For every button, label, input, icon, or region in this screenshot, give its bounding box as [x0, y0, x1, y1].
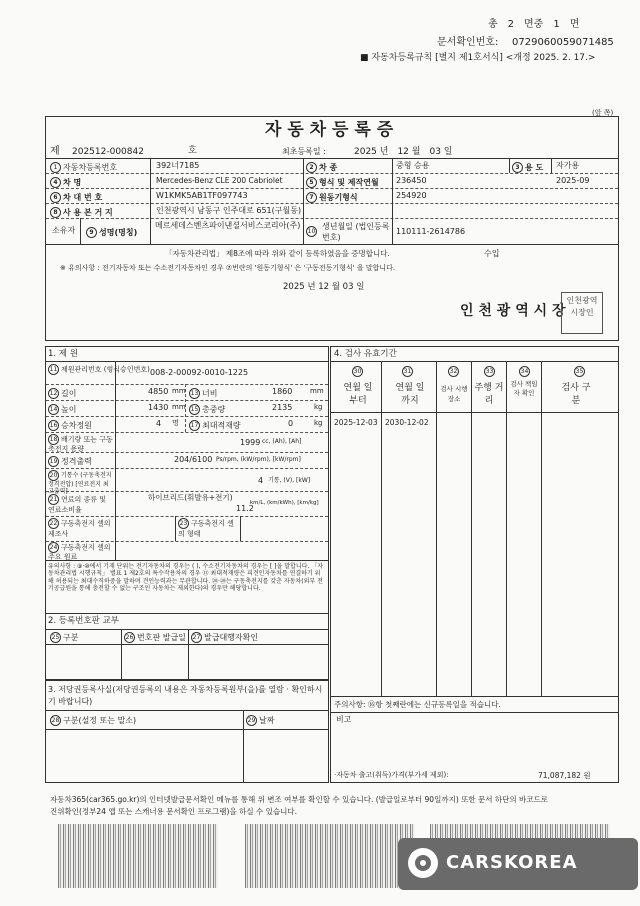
insp-num-34: 34: [520, 368, 529, 375]
mortgage-col-type: 28 구분(설정 또는 말소): [51, 716, 137, 725]
height-unit: mm: [172, 403, 186, 411]
reg-no: 392너7185: [156, 161, 200, 170]
insp-num-31: 31: [403, 368, 412, 375]
load-unit: kg: [314, 419, 323, 427]
owner-name-label: 9 성명(명칭): [86, 227, 137, 238]
owner-name: 메르세데스벤츠파이낸셜서비스코리아(주): [155, 221, 301, 230]
spec-no: 008-2-00092-0010-1225: [150, 368, 249, 377]
displacement-label: 18 배기량 또는 구동축전지 용량: [48, 435, 113, 453]
model: 236450: [396, 176, 427, 185]
specs-caution: 유의사항 : ⑨·⑩에서 기재 단위는 전기자동차의 경우는 ( ), 수소전기자동차의 경우는 [ ]을 말합니다. 「자동차관리법 시행규칙」 별표 1 제2호의 특수작용차의 경우 ⑬ 최대적재량은 피견인자동차를 연결하기 위해 허용되는 최대수직하중을 말하며 견인능력과는 무관합니다. ⑳·⑳는 구동축전지를 갖춘 자동차(외부 전기공급원을 통해 충전할 수 없는 구조인 자동차는 제외한다)의 경우만 해당합니다.: [48, 563, 324, 593]
insp-num-33: 33: [485, 368, 494, 375]
insp-num-30: 30: [353, 368, 362, 375]
insp-row1-from: 2025-12-03: [334, 418, 378, 427]
made-date: 2025-09: [556, 176, 590, 185]
official-seal-icon: 인천광역시장인: [561, 292, 603, 334]
cert-no-label: 제: [50, 146, 60, 157]
displacement-unit: cc, (Ah), [Ah]: [262, 438, 302, 445]
plates-col-agent: 27 발급대행자확인: [192, 633, 259, 642]
car-type: 중형 승용: [396, 161, 430, 170]
location: 인천광역시 남동구 인주대로 651(구월동): [156, 206, 302, 215]
remarks-label: 비고: [336, 715, 352, 724]
doc-no-label: 문서확인번호:: [437, 37, 499, 48]
car-use: 자가용: [556, 161, 580, 170]
specs-header: 1. 제 원: [48, 349, 78, 359]
location-label: 8 사 용 본 거 지: [50, 207, 113, 218]
insp-notice: 주의사항: ⑯항 첫째란에는 신규등록일을 적습니다.: [334, 700, 501, 709]
insp-num-35: 35: [575, 368, 584, 375]
stamp-label: 수입: [484, 249, 500, 258]
weight-label: 15 총중량: [190, 405, 226, 414]
type-label: 2 차 종: [306, 162, 337, 173]
engine-label: 7 원동기형식: [306, 192, 358, 203]
issuer: 인 천 광 역 시 장: [460, 303, 566, 319]
footer-line-2: 진위확인(정부24 앱 또는 스캐너용 문서확인 프로그램)을 하실 수 있습니다.: [50, 807, 297, 816]
vin: W1KMK5AB1TF097743: [156, 191, 248, 200]
price: 71,087,182 원: [538, 771, 591, 780]
fuel-type: 하이브리드(휘발유+전기): [148, 493, 233, 502]
reg-no-label: 1 자동차등록번호: [50, 162, 117, 173]
width-label: 13 너비: [190, 389, 218, 398]
first-reg-label: 최초등록일 :: [282, 147, 326, 156]
cyl-label: 20 기통수 (구동축전지정격전압) [연료전지 최고출력]: [48, 472, 112, 495]
cert-no: 202512-000842: [72, 147, 144, 157]
load-label: 17 최대적재량: [190, 421, 241, 430]
insp-row1-to: 2030-12-02: [385, 418, 429, 427]
plates-header: 2. 등록번호판 교부: [48, 616, 119, 626]
insp-col-mileage: 주행 거리: [474, 383, 504, 406]
capacity: 4: [156, 419, 162, 428]
battery-form-label: 23 구동축전지 셀의 형태: [178, 519, 234, 538]
length: 4850: [148, 387, 169, 396]
spec-no-label: 11 제원관리번호 (형식승인번호): [49, 365, 150, 374]
cyl-unit: 기통, (V), [kW]: [268, 477, 311, 484]
front-side-label: (앞 쪽): [592, 109, 614, 117]
displacement: 1999: [240, 438, 261, 447]
owner-label: 소유자: [52, 226, 76, 235]
name-label: 4 차 명: [50, 177, 81, 188]
cert-note: ※ 유의사항 : 전기자동차 또는 수소전기자동차인 경우 ⑦번란의 '원동기형식' 은 '구동전동기형식' 을 말합니다.: [60, 264, 396, 272]
issue-date: 2025 년 12 월 03 일: [283, 282, 365, 292]
page-count: 총 2 면중 1 면: [488, 19, 580, 30]
cert-ho: 호: [188, 146, 197, 156]
use-label: 3 용 도: [512, 162, 543, 173]
fuel-label: 21 연료의 종류 및 연료소비율: [48, 495, 107, 514]
barcode-1: [58, 824, 218, 888]
birth-num: 10: [307, 228, 316, 235]
birth-label: 생년월일 (법인등록번호): [322, 222, 390, 242]
mortgage-header: 3. 저당권등록사실(저당권등록의 내용은 자동차등록원부(을)를 열람 · 확인하시기 바랍니다): [48, 685, 323, 706]
fuel-efficiency: 11.2: [236, 504, 254, 513]
capacity-unit: 명: [172, 419, 179, 427]
width: 1860: [272, 387, 293, 396]
output: 204/6100: [174, 455, 213, 464]
insp-num-32: 32: [449, 368, 458, 375]
plates-col-issue-date: 26 번호판 발급일: [125, 633, 186, 642]
plates-col-type: 25 구분: [51, 633, 79, 642]
width-unit: mm: [310, 387, 324, 395]
battery-maker-label: 22 구동축전지 셀의 제조사: [48, 519, 111, 538]
vin-label: 6 차 대 번 호: [50, 192, 102, 203]
barcode-2: [245, 824, 415, 888]
mortgage-col-date: 29 날짜: [247, 716, 275, 725]
inspection-header: 4. 검사 유효기간: [334, 349, 397, 359]
insp-col-officer: 검사 책임자 확인: [510, 380, 538, 397]
engine: 254920: [396, 191, 427, 200]
rule-ref: ■ 자동차등록규칙 [별지 제1호서식] <개정 2025. 2. 17.>: [360, 53, 596, 63]
carskorea-logo-icon: [408, 848, 438, 878]
load: 0: [288, 419, 294, 428]
doc-no: 0729060059071485: [512, 37, 614, 48]
insp-col-kind: 검사 구분: [561, 383, 591, 406]
fuel-unit: km/L, (km/kWh), [km/kg]: [250, 500, 319, 506]
model-label: 5 형식 및 제작연월: [306, 177, 379, 188]
cyl: 4: [258, 476, 264, 485]
car-name: Mercedes-Benz CLE 200 Cabriolet: [156, 176, 283, 185]
length-unit: mm: [172, 387, 186, 395]
watermark-text: CARSKOREA: [446, 852, 578, 873]
height-label: 14 높이: [49, 405, 77, 414]
price-label: ·자동차 출고(취득)가격(부가세 제외):: [334, 771, 449, 779]
output-label: 19 정격출력: [49, 457, 92, 466]
first-reg-date: 2025 년 12 월 03 일: [354, 147, 453, 157]
output-unit: Ps/rpm, (kW/rpm), [kW/rpm]: [216, 456, 301, 463]
height: 1430: [148, 403, 169, 412]
length-label: 12 길이: [49, 389, 77, 398]
birth: 110111-2614786: [396, 227, 466, 236]
insp-col-to: 연월 일까지: [395, 383, 425, 406]
footer-line-1: 자동차365(car365.go.kr)의 인터넷발급문서확인 메뉴를 통해 위 변조 여부를 확인할 수 있습니다. (발급일로부터 90일까지) 또한 문서 하단의 바코드로: [50, 795, 548, 804]
battery-material-label: 24 구동축전지 셀의 주요 원료: [48, 543, 111, 561]
certificate-title: 자 동 차 등 록 증: [265, 120, 394, 140]
carskorea-watermark: [398, 838, 638, 890]
weight: 2135: [272, 403, 293, 412]
insp-col-from: 연월 일부터: [343, 383, 373, 406]
law-text: 「자동차관리법」 제8조에 따라 위와 같이 등록하였음을 증명합니다.: [165, 249, 390, 258]
weight-unit: kg: [314, 403, 323, 411]
capacity-label: 16 승차정원: [49, 421, 92, 430]
insp-col-place: 검사 시행장소: [440, 385, 468, 403]
